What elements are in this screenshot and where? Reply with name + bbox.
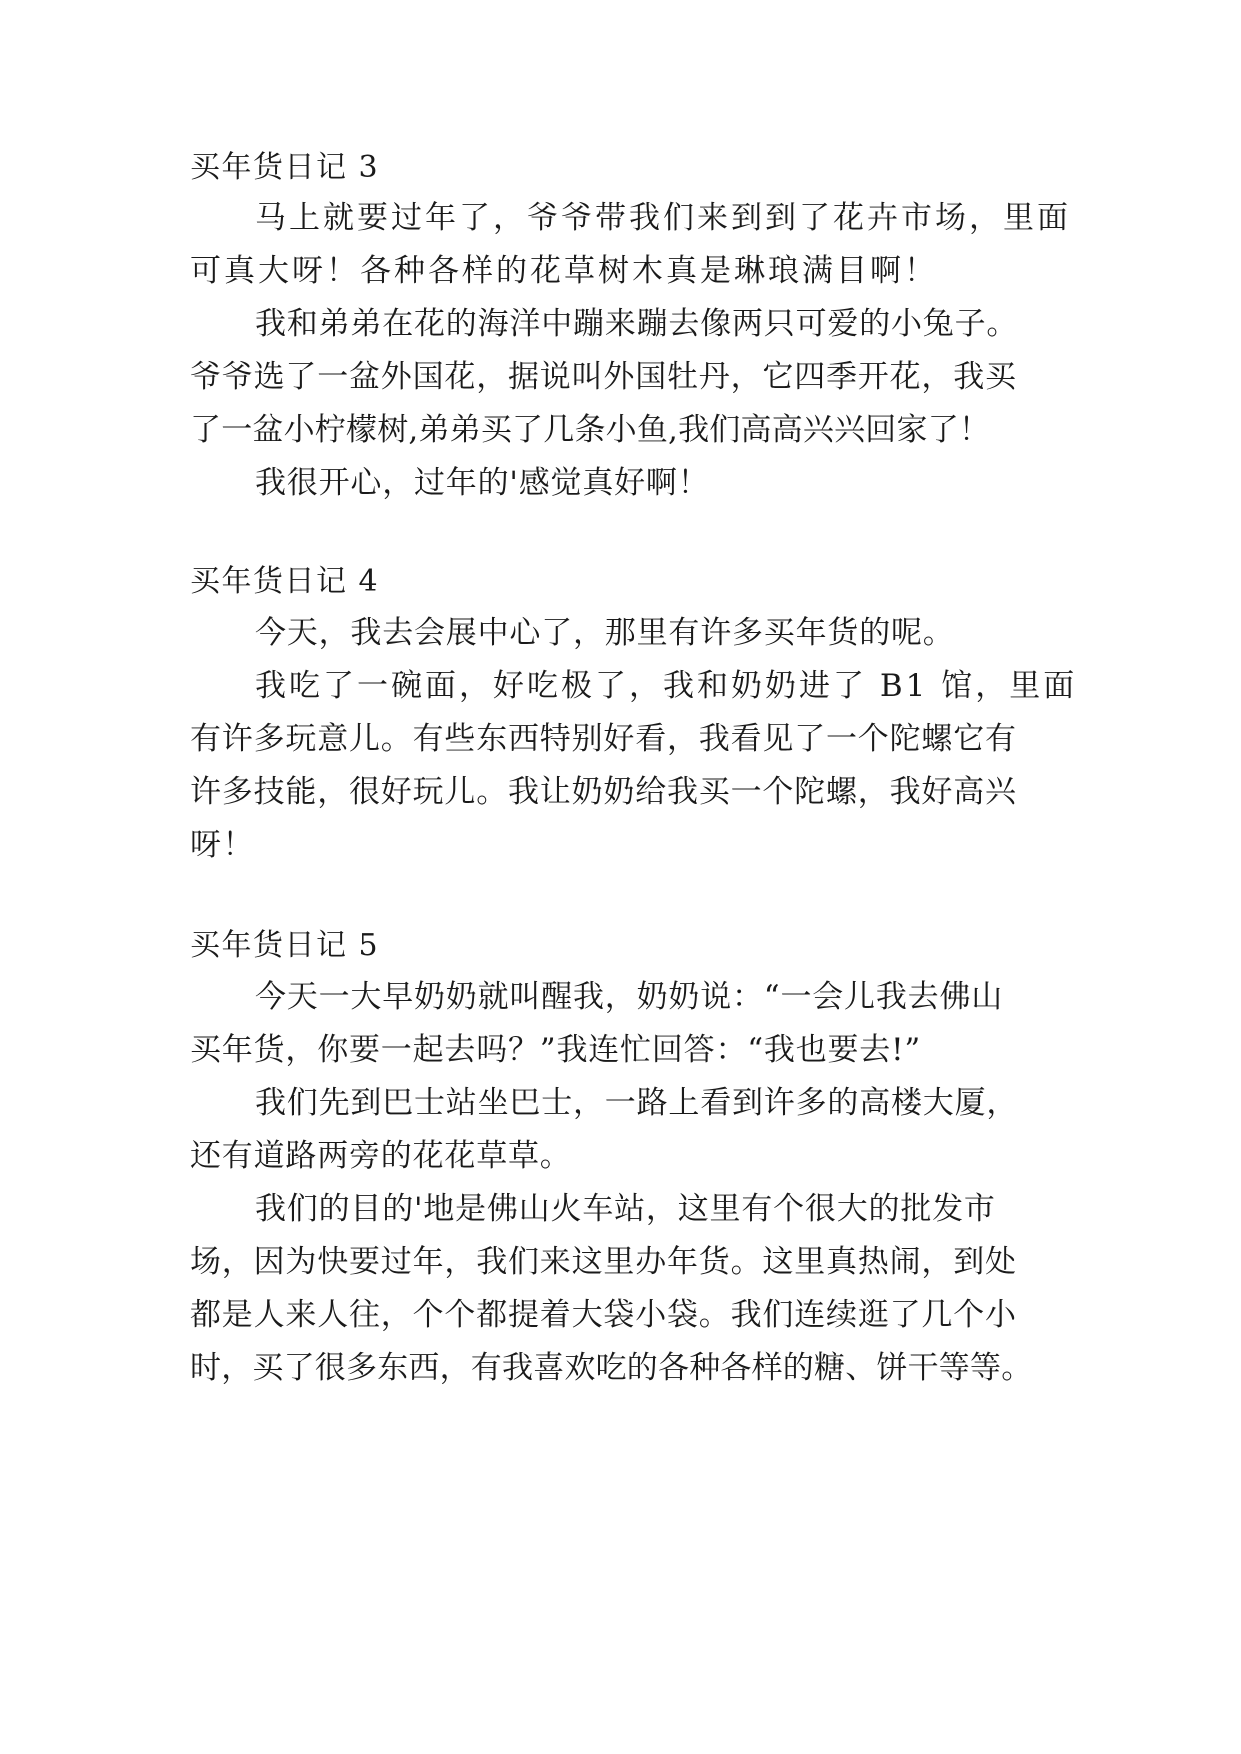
paragraph-line: 今天一大早奶奶就叫醒我，奶奶说：“一会儿我去佛山: [255, 979, 1004, 1015]
paragraph-line: 我吃了一碗面，好吃极了，我和奶奶进了 B1 馆，里面: [255, 668, 1078, 704]
section-title-3: 买年货日记 3: [190, 150, 380, 185]
paragraph-line: 我们先到巴士站坐巴士，一路上看到许多的高楼大厦，: [255, 1085, 1019, 1121]
paragraph-line: 许多技能，很好玩儿。我让奶奶给我买一个陀螺，我好高兴: [190, 774, 1017, 810]
paragraph-line: 我很开心，过年的'感觉真好啊！: [255, 465, 710, 501]
paragraph-line: 还有道路两旁的花花草草。: [190, 1138, 572, 1174]
paragraph-line: 时，买了很多东西，有我喜欢吃的各种各样的糖、饼干等等。: [190, 1350, 1033, 1386]
paragraph-line: 呀！: [190, 827, 255, 863]
paragraph-line: 我和弟弟在花的海洋中蹦来蹦去像两只可爱的小兔子。: [255, 306, 1019, 342]
paragraph-line: 今天，我去会展中心了，那里有许多买年货的呢。: [255, 615, 955, 651]
paragraph-line: 都是人来人往，个个都提着大袋小袋。我们连续逛了几个小: [190, 1297, 1017, 1333]
paragraph-line: 了一盆小柠檬树,弟弟买了几条小鱼,我们高高兴兴回家了！: [190, 412, 991, 448]
paragraph-line: 爷爷选了一盆外国花，据说叫外国牡丹，它四季开花，我买: [190, 359, 1017, 395]
paragraph-line: 场，因为快要过年，我们来这里办年货。这里真热闹，到处: [190, 1244, 1017, 1280]
paragraph-line: 马上就要过年了，爷爷带我们来到到了花卉市场，里面: [255, 200, 1071, 236]
paragraph-line: 我们的目的'地是佛山火车站，这里有个很大的批发市: [255, 1191, 996, 1227]
paragraph-line: 可真大呀！各种各样的花草树木真是琳琅满目啊！: [190, 253, 938, 289]
section-title-4: 买年货日记 4: [190, 564, 380, 599]
paragraph-line: 有许多玩意儿。有些东西特别好看，我看见了一个陀螺它有: [190, 721, 1017, 757]
section-title-5: 买年货日记 5: [190, 928, 380, 963]
paragraph-line: 买年货，你要一起去吗？”我连忙回答：“我也要去!”: [190, 1032, 921, 1068]
